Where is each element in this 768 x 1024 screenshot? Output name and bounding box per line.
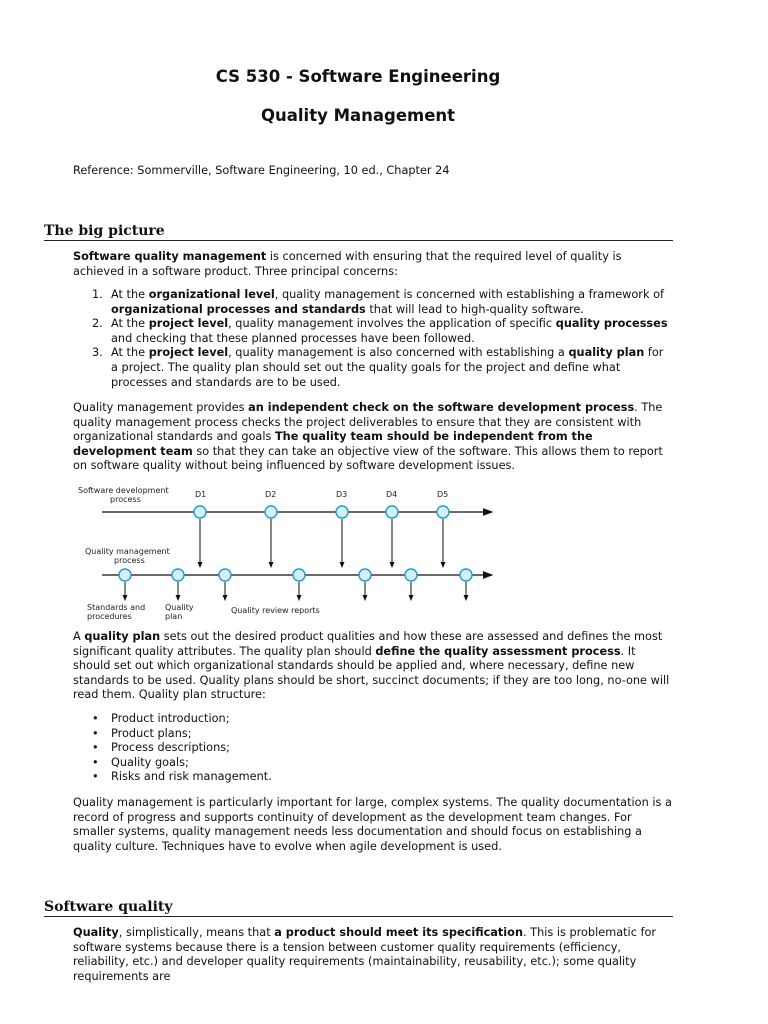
reference-line: Reference: Sommerville, Software Engineering, 10 ed., Chapter 24 <box>73 164 450 177</box>
text-run: , quality management is also concerned with establishing a <box>228 346 569 360</box>
plan-structure-list <box>92 712 673 785</box>
topic-title: Quality Management <box>260 106 456 125</box>
bold-term: project level <box>148 317 229 331</box>
bold-term: organizational level <box>148 288 275 301</box>
deliverable-label-d5: D5 <box>437 490 449 499</box>
deliverable-node <box>265 506 277 518</box>
text-run: , quality management is concerned with establishing a framework of <box>274 288 664 301</box>
list-number: 1. <box>92 288 103 301</box>
bullet-icon: • <box>92 712 99 725</box>
text-run: At the <box>111 288 149 301</box>
course-title: CS 530 - Software Engineering <box>215 67 501 86</box>
deliverable-node <box>437 506 449 518</box>
text-run: . This is problematic for software systems because there is a tension between customer quality requirements (efficiency, reliability, etc.) and developer quality requirements (maintainability, reusability, etc.); some quality requirements are <box>73 926 657 983</box>
bold-term: Software quality management <box>73 250 267 263</box>
text-run: sets out the desired product qualities and how these are assessed and defines the most significant quality attributes. The quality plan should <box>73 630 663 658</box>
standards-label-2: procedures <box>87 612 132 621</box>
list-item-text: Product plans; <box>111 726 192 740</box>
standards-label: Standards and <box>87 603 146 612</box>
qm-node <box>293 569 305 581</box>
list-number: 2. <box>92 317 103 331</box>
list-item-text: Process descriptions; <box>111 741 230 755</box>
paragraph-quality-plan <box>73 630 673 703</box>
deliverable-label-d3: D3 <box>336 490 348 499</box>
text-run: so that they can take an objective view of the software. This allows them to report on software quality without being influenced by software development issues. <box>73 444 663 473</box>
bold-term: an independent check on the software development process <box>248 401 635 414</box>
deliverable-node <box>386 506 398 518</box>
text-run: for a project. The quality plan should set out the quality goals for the project and define what processes and standards are to be used. <box>111 346 664 389</box>
text-run: is concerned with ensuring that the required level of quality is achieved in a software product. Three principal concerns: <box>73 250 622 278</box>
bold-term: quality plan <box>568 346 645 360</box>
paragraph-software-quality <box>73 926 673 984</box>
list-item-text: Product introduction; <box>111 712 230 725</box>
text-run: . It should set out which organizational standards should be applied and, where necessary, define new standards to be used. Quality plans should be short, succinct documents; if they are too long, no-one will read them. Quality plan structure: <box>73 644 670 702</box>
text-run: At the <box>111 317 149 331</box>
qm-node <box>172 569 184 581</box>
deliverable-node <box>336 506 348 518</box>
dev-process-label: Software development <box>78 486 169 495</box>
bullet-icon: • <box>92 770 99 784</box>
bullet-icon: • <box>92 726 99 740</box>
list-item-text: Quality goals; <box>111 755 189 769</box>
text-run: , quality management involves the application of specific <box>228 317 556 331</box>
list-item <box>92 770 673 785</box>
list-item-text: Risks and risk management. <box>111 770 272 784</box>
bullet-icon: • <box>92 755 99 769</box>
bold-term: quality processes <box>555 317 668 331</box>
list-item <box>92 726 673 742</box>
deliverable-check-arrows <box>200 519 443 567</box>
text-run: that will lead to high-quality software. <box>365 302 584 316</box>
list-item <box>92 317 673 346</box>
text-run: , simplistically, means that <box>118 926 275 939</box>
qm-node <box>219 569 231 581</box>
quality-plan-label-2: plan <box>165 612 183 621</box>
qm-process-label-2: process <box>114 556 145 565</box>
qm-process-label: Quality management <box>85 547 170 556</box>
list-item <box>92 346 673 390</box>
qm-node <box>359 569 371 581</box>
qm-output-arrows <box>125 582 466 600</box>
quality-process-diagram <box>70 480 510 628</box>
review-reports-label: Quality review reports <box>231 606 320 615</box>
bullet-icon: • <box>92 741 99 755</box>
quality-plan-label: Quality <box>165 603 194 612</box>
qm-node <box>119 569 131 581</box>
section-heading-software-quality: Software quality <box>44 899 673 917</box>
text-run: Quality management provides <box>73 401 249 414</box>
paragraph-intro <box>73 250 673 279</box>
deliverable-node <box>194 506 206 518</box>
bold-term: The quality team should be independent from the development team <box>73 430 593 458</box>
list-item <box>92 288 673 317</box>
qm-node <box>405 569 417 581</box>
text-run: and checking that these planned processes have been followed. <box>111 331 475 345</box>
bold-term: quality plan <box>84 630 161 643</box>
list-item <box>92 755 673 771</box>
deliverable-label-d4: D4 <box>386 490 398 499</box>
list-number: 3. <box>92 346 103 360</box>
dev-process-label-2: process <box>110 495 141 504</box>
concerns-list <box>92 288 673 390</box>
list-item <box>92 712 673 727</box>
list-item <box>92 741 673 756</box>
bold-term: a product should meet its specification <box>274 926 523 939</box>
section-heading-big-picture: The big picture <box>44 223 673 241</box>
text-run: At the <box>111 346 149 360</box>
bold-term: project level <box>148 346 229 360</box>
bold-term: define the quality assessment process <box>375 644 621 658</box>
deliverable-label-d2: D2 <box>265 490 277 499</box>
paragraph-independent-check <box>73 401 673 474</box>
deliverable-label-d1: D1 <box>195 490 207 499</box>
text-run: A <box>73 630 85 643</box>
bold-term: organizational processes and standards <box>111 302 366 316</box>
bold-term: Quality <box>73 926 119 939</box>
paragraph-large-systems: Quality management is particularly important for large, complex systems. The quality documentation is a record of progress and supports continuity of development as the development team changes. For smaller systems, quality management needs less documentation and should focus on establishing a quality culture. Techniques have to evolve when agile development is used. <box>73 796 672 853</box>
qm-node <box>460 569 472 581</box>
text-run: . The quality management process checks the project deliverables to ensure that they are consistent with organizational standards and goals <box>73 401 663 444</box>
